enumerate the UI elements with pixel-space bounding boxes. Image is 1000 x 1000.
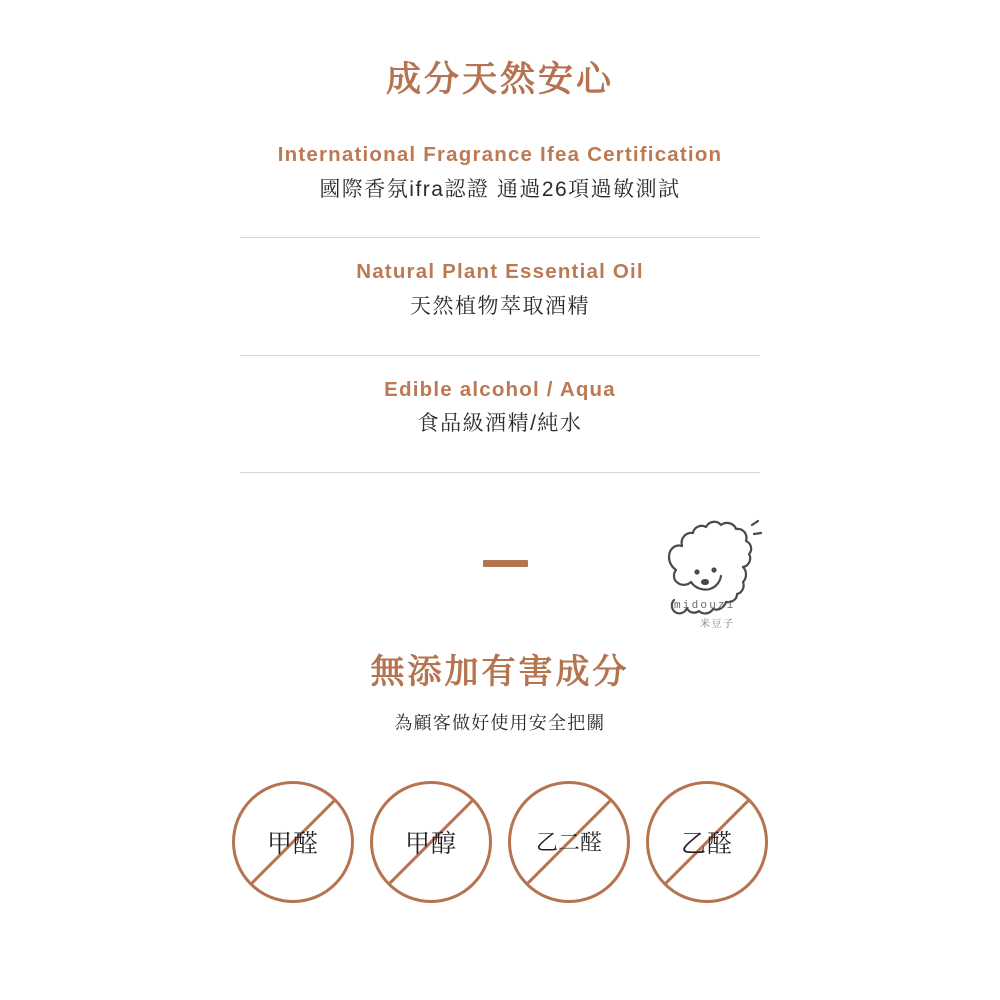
section-two-caption: 為顧客做好使用安全把關 bbox=[394, 712, 606, 733]
no-formaldehyde-icon bbox=[232, 781, 354, 903]
ingredient-item bbox=[240, 257, 760, 337]
forbidden-badge-list bbox=[0, 781, 1000, 903]
no-glyoxal-icon bbox=[508, 781, 630, 903]
ingredient-zh-label: 國際香氛ifra認證 通過26項過敏測試 bbox=[319, 177, 681, 201]
ingredient-en-label: Natural Plant Essential Oil bbox=[356, 260, 644, 284]
ingredient-item bbox=[240, 375, 760, 455]
badge-label: 甲醛 bbox=[266, 829, 319, 858]
brand-zh-name: 米豆子 bbox=[700, 618, 735, 630]
ingredient-en-label: International Fragrance Ifea Certification bbox=[277, 143, 723, 166]
no-acetaldehyde-icon bbox=[646, 781, 768, 903]
ingredient-list bbox=[240, 102, 760, 473]
brand-latin-name: midouzi bbox=[674, 599, 736, 612]
brand-area bbox=[0, 492, 1000, 642]
ingredient-zh-label: 天然植物萃取酒精 bbox=[410, 295, 590, 319]
badge-label: 乙醛 bbox=[680, 829, 733, 858]
badge-label: 乙二醛 bbox=[535, 830, 602, 856]
section-two-title: 無添加有害成分 bbox=[370, 652, 630, 691]
page-title: 成分天然安心 bbox=[385, 60, 614, 99]
divider bbox=[240, 472, 760, 473]
ingredient-item bbox=[240, 140, 760, 220]
dash-icon bbox=[483, 560, 528, 567]
divider bbox=[240, 237, 760, 238]
divider bbox=[240, 355, 760, 356]
no-methanol-icon bbox=[370, 781, 492, 903]
ingredient-en-label: Edible alcohol / Aqua bbox=[384, 377, 616, 401]
ingredient-zh-label: 食品級酒精/純水 bbox=[417, 412, 583, 436]
badge-label: 甲醇 bbox=[404, 829, 457, 858]
